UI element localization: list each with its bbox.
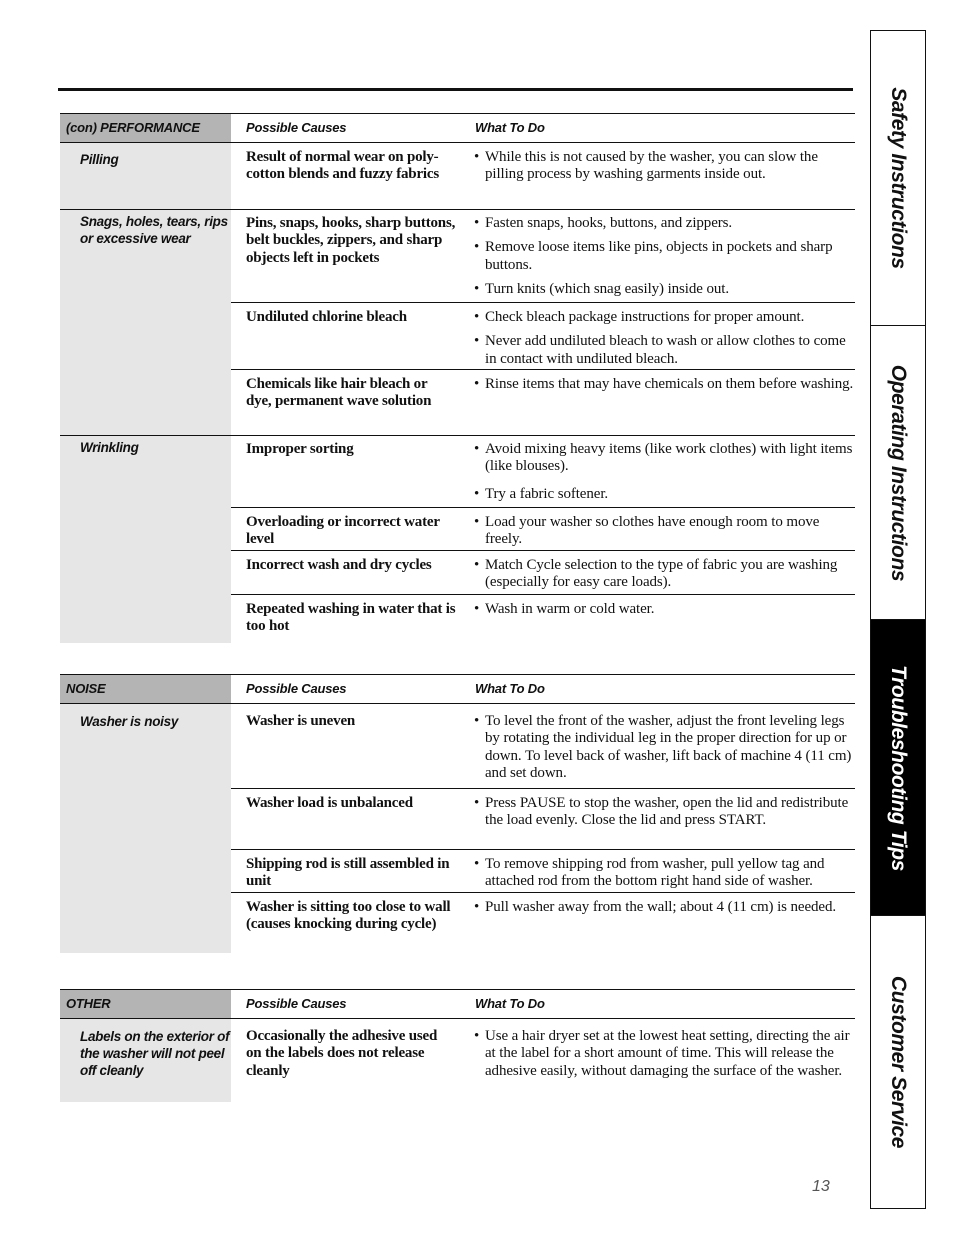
section-noise: [60, 674, 855, 953]
section-body: [60, 143, 855, 643]
section-header: [60, 989, 855, 1019]
fix-item: • Try a fabric softener.: [474, 486, 854, 503]
tab-operating-instructions[interactable]: [871, 326, 925, 620]
fix-item: • Remove loose items like pins, objects in pockets and sharp buttons.: [474, 239, 854, 274]
cause-text: Overloading or incorrect water level: [246, 514, 440, 548]
cause-text: Result of normal wear on poly-cotton blends and fuzzy fabrics: [246, 149, 439, 183]
fix-list: [474, 557, 854, 599]
problem-label: Wrinkling: [80, 440, 139, 455]
cause-row: [231, 435, 855, 507]
fix-item: • Press PAUSE to stop the washer, open the lid and redistribute the load evenly. Close the lid and press START.: [474, 795, 854, 830]
tab-label: Customer Service: [887, 975, 910, 1148]
possible-causes-header: Possible Causes: [246, 681, 347, 696]
fix-list: [474, 309, 854, 375]
cause-text: Chemicals like hair bleach or dye, permanent wave solution: [246, 376, 432, 410]
cause-text: Pins, snaps, hooks, sharp buttons, belt buckles, zippers, and sharp objects left in pockets: [246, 215, 456, 266]
problem-label: Pilling: [80, 152, 119, 167]
cause-row: [231, 209, 855, 302]
cause-row: [231, 507, 855, 550]
fix-list: [474, 795, 854, 837]
category-label: (con) PERFORMANCE: [60, 114, 231, 142]
cause-row: [231, 788, 855, 849]
possible-causes-header: Possible Causes: [246, 996, 347, 1011]
cause-row: [231, 849, 855, 892]
top-rule: [58, 88, 853, 91]
cause-text: Repeated washing in water that is too hot: [246, 601, 456, 635]
section-tabs: [870, 30, 926, 1209]
cause-text: Shipping rod is still assembled in unit: [246, 856, 450, 890]
cause-text: Washer load is unbalanced: [246, 795, 413, 811]
fix-list: [474, 215, 854, 305]
cause-row: [231, 550, 855, 594]
fix-item: • Fasten snaps, hooks, buttons, and zippers.: [474, 215, 854, 232]
tab-label: Operating Instructions: [887, 364, 910, 581]
fix-item: • While this is not caused by the washer, you can slow the pilling process by washing garments inside out.: [474, 149, 854, 184]
problem-label: Washer is noisy: [80, 714, 179, 729]
cause-text: Occasionally the adhesive used on the labels does not release cleanly: [246, 1028, 438, 1079]
what-to-do-header: What To Do: [475, 120, 545, 135]
fix-list: [474, 149, 854, 191]
section-header: [60, 113, 855, 143]
category-label: NOISE: [60, 675, 231, 703]
section-body: [60, 704, 855, 953]
fix-item: • Pull washer away from the wall; about 4 (11 cm) is needed.: [474, 899, 854, 916]
fix-item: • To remove shipping rod from washer, pull yellow tag and attached rod from the bottom right hand side of washer.: [474, 856, 854, 891]
category-label: OTHER: [60, 990, 231, 1018]
section-other: [60, 989, 855, 1102]
problem-label: Snags, holes, tears, rips or excessive wear: [80, 214, 228, 246]
what-to-do-header: What To Do: [475, 681, 545, 696]
problem-column: [60, 704, 231, 953]
fix-list: [474, 899, 854, 923]
cause-text: Incorrect wash and dry cycles: [246, 557, 432, 573]
fix-item: • Wash in warm or cold water.: [474, 601, 854, 618]
fix-list: [474, 1028, 854, 1087]
cause-row: [231, 892, 855, 953]
cause-row: [231, 1019, 855, 1102]
fix-item: • Check bleach package instructions for proper amount.: [474, 309, 854, 326]
tab-customer-service[interactable]: [871, 916, 925, 1207]
tab-label: Troubleshooting Tips: [887, 664, 910, 871]
fix-item: • Match Cycle selection to the type of fabric you are washing (especially for easy care loads).: [474, 557, 854, 592]
possible-causes-header: Possible Causes: [246, 120, 347, 135]
problem-label: Labels on the exterior of the washer will not peel off cleanly: [80, 1029, 230, 1078]
fix-item: • To level the front of the washer, adjust the front leveling legs by rotating the individual leg in the proper direction for up or down. To level back of washer, lift back of machine 4 (11 cm) and set down.: [474, 713, 854, 782]
cause-row: [231, 302, 855, 369]
fix-list: [474, 601, 854, 625]
cause-row: [231, 143, 855, 209]
fix-item: • Load your washer so clothes have enough room to move freely.: [474, 514, 854, 549]
section-performance: [60, 113, 855, 643]
fix-item: • Never add undiluted bleach to wash or allow clothes to come in contact with undiluted bleach.: [474, 333, 854, 368]
cause-text: Washer is uneven: [246, 713, 356, 729]
fix-item: • Rinse items that may have chemicals on them before washing.: [474, 376, 854, 393]
fix-list: [474, 713, 854, 789]
fix-item: • Use a hair dryer set at the lowest heat setting, directing the air at the label for a short amount of time. This will release the adhesive easily, without damaging the surface of the washer.: [474, 1028, 854, 1080]
tab-label: Safety Instructions: [887, 87, 910, 269]
cause-row: [231, 594, 855, 643]
fix-list: [474, 441, 854, 510]
cause-row: [231, 704, 855, 788]
cause-text: Undiluted chlorine bleach: [246, 309, 407, 325]
tab-troubleshooting-tips[interactable]: [871, 620, 925, 916]
section-header: [60, 674, 855, 704]
fix-item: • Avoid mixing heavy items (like work clothes) with light items (like blouses).: [474, 441, 854, 476]
cause-row: [231, 369, 855, 435]
tab-safety-instructions[interactable]: [871, 31, 925, 326]
fix-list: [474, 376, 854, 400]
cause-text: Washer is sitting too close to wall (causes knocking during cycle): [246, 899, 451, 933]
fix-item: • Turn knits (which snag easily) inside out.: [474, 281, 854, 298]
section-body: [60, 1019, 855, 1102]
what-to-do-header: What To Do: [475, 996, 545, 1011]
cause-text: Improper sorting: [246, 441, 354, 457]
page-number: 13: [812, 1178, 830, 1195]
